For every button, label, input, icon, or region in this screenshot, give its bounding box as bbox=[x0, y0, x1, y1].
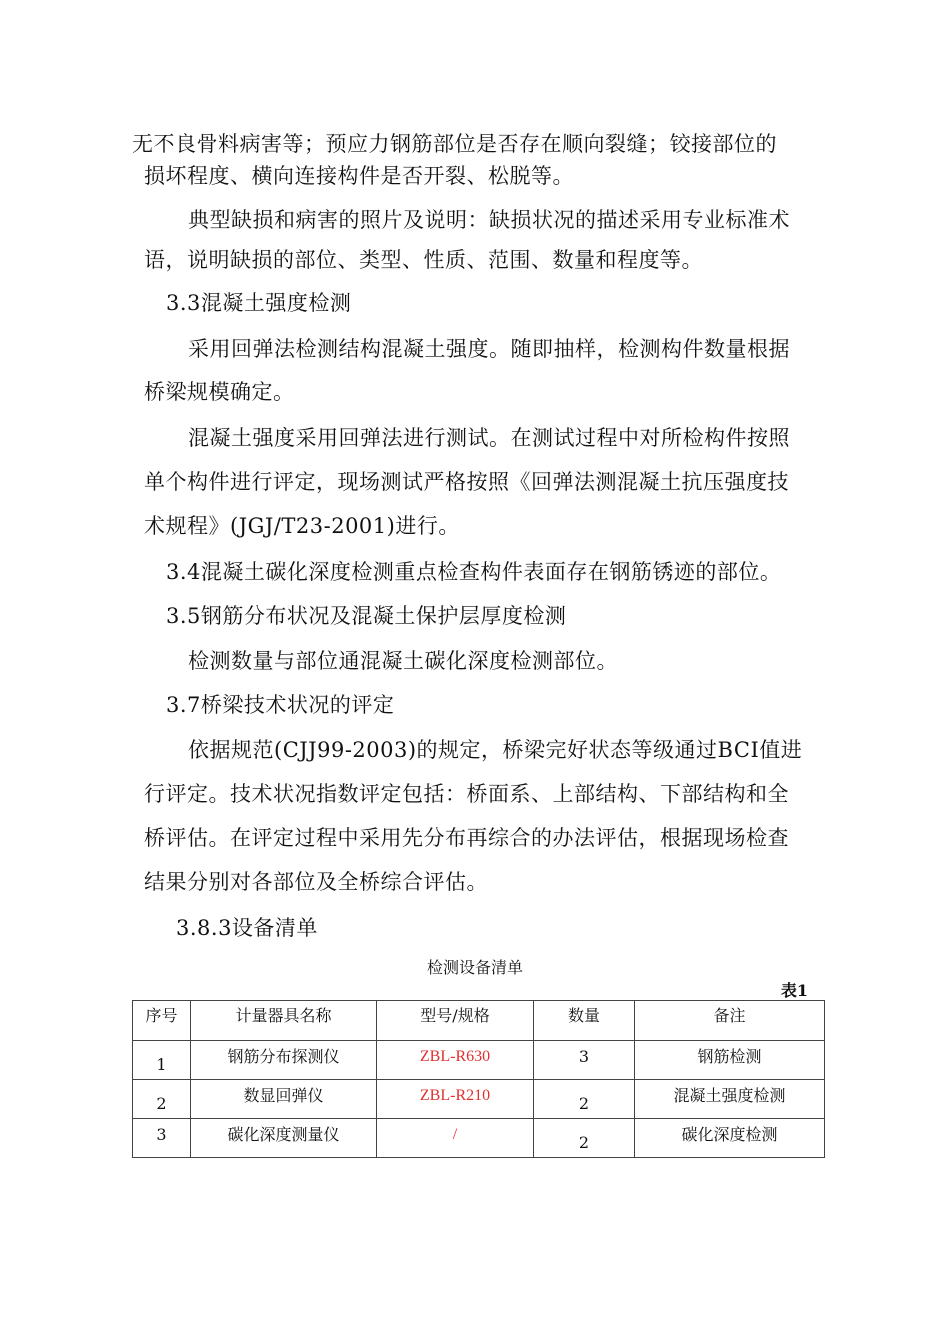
paragraph-line-18: 结果分别对各部位及全桥综合评估。 bbox=[144, 870, 488, 894]
cell-remark: 混凝土强度检测 bbox=[635, 1080, 825, 1119]
cell-index: 2 bbox=[133, 1080, 191, 1119]
cell-model: / bbox=[377, 1119, 534, 1158]
header-quantity: 数量 bbox=[534, 1001, 635, 1041]
header-instrument-name: 计量器具名称 bbox=[191, 1001, 377, 1041]
paragraph-line-4: 语，说明缺损的部位、类型、性质、范围、数量和程度等。 bbox=[144, 248, 703, 272]
paragraph-line-6: 采用回弹法检测结构混凝土强度。随即抽样，检测构件数量根据 bbox=[188, 337, 790, 361]
section-heading-3-4: 3.4混凝土碳化深度检测重点检查构件表面存在钢筋锈迹的部位。 bbox=[166, 560, 782, 584]
cell-quantity: 3 bbox=[534, 1041, 635, 1080]
header-remark: 备注 bbox=[635, 1001, 825, 1041]
paragraph-line-16: 行评定。技术状况指数评定包括：桥面系、上部结构、下部结构和全 bbox=[144, 782, 789, 806]
table-number: 表1 bbox=[780, 981, 808, 1000]
table-row bbox=[133, 1119, 825, 1158]
cell-index: 1 bbox=[133, 1041, 191, 1080]
paragraph-line-8: 混凝土强度采用回弹法进行测试。在测试过程中对所检构件按照 bbox=[188, 426, 790, 450]
paragraph-line-7: 桥梁规模确定。 bbox=[144, 380, 295, 404]
section-heading-3-5: 3.5钢筋分布状况及混凝土保护层厚度检测 bbox=[166, 604, 567, 628]
cell-model: ZBL-R630 bbox=[377, 1041, 534, 1080]
cell-quantity: 2 bbox=[534, 1119, 635, 1158]
table-row bbox=[133, 1041, 825, 1080]
paragraph-line-13: 检测数量与部位通混凝土碳化深度检测部位。 bbox=[188, 649, 618, 673]
equipment-table bbox=[132, 1000, 825, 1158]
paragraph-line-15: 依据规范(CJJ99-2003)的规定，桥梁完好状态等级通过BCI值进 bbox=[188, 738, 803, 762]
paragraph-line-2: 损坏程度、横向连接构件是否开裂、松脱等。 bbox=[144, 164, 574, 188]
paragraph-line-1: 无不良骨料病害等；预应力钢筋部位是否存在顺向裂缝；铰接部位的 bbox=[132, 132, 777, 156]
cell-instrument-name: 数显回弹仪 bbox=[191, 1080, 377, 1119]
cell-model: ZBL-R210 bbox=[377, 1080, 534, 1119]
cell-quantity: 2 bbox=[534, 1080, 635, 1119]
section-heading-3-7: 3.7桥梁技术状况的评定 bbox=[166, 693, 395, 717]
section-heading-3-3: 3.3混凝土强度检测 bbox=[166, 291, 352, 315]
paragraph-line-3: 典型缺损和病害的照片及说明：缺损状况的描述采用专业标准术 bbox=[188, 208, 790, 232]
paragraph-line-10: 术规程》(JGJ/T23-2001)进行。 bbox=[144, 514, 460, 538]
table-header-row bbox=[133, 1001, 825, 1041]
section-heading-3-8-3: 3.8.3设备清单 bbox=[176, 916, 318, 940]
table-caption: 检测设备清单 bbox=[426, 958, 523, 977]
paragraph-line-17: 桥评估。在评定过程中采用先分布再综合的办法评估，根据现场检查 bbox=[144, 826, 789, 850]
cell-index: 3 bbox=[133, 1119, 191, 1158]
cell-remark: 碳化深度检测 bbox=[635, 1119, 825, 1158]
cell-instrument-name: 碳化深度测量仪 bbox=[191, 1119, 377, 1158]
paragraph-line-9: 单个构件进行评定，现场测试严格按照《回弹法测混凝土抗压强度技 bbox=[144, 470, 789, 494]
table-row bbox=[133, 1080, 825, 1119]
header-model: 型号/规格 bbox=[377, 1001, 534, 1041]
cell-remark: 钢筋检测 bbox=[635, 1041, 825, 1080]
header-index: 序号 bbox=[133, 1001, 191, 1041]
cell-instrument-name: 钢筋分布探测仪 bbox=[191, 1041, 377, 1080]
